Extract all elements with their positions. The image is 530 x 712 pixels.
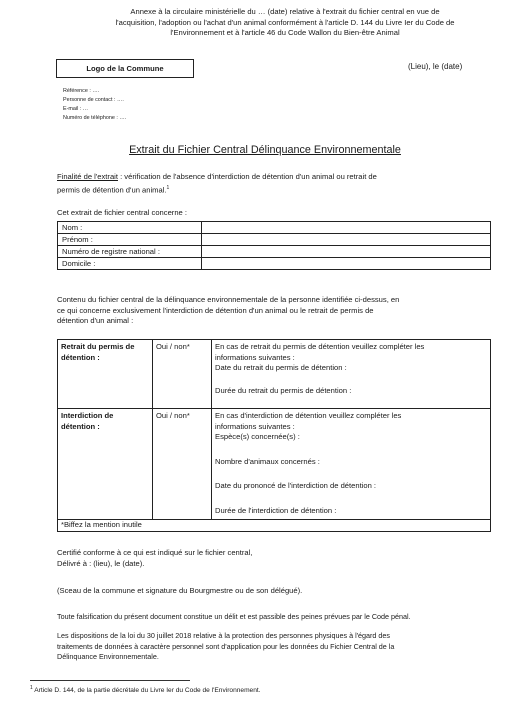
strike-note: *Biffez la mention inutile — [58, 520, 491, 532]
email-line: E-mail : … — [63, 106, 89, 112]
table-row — [58, 258, 491, 270]
finalite-label: Finalité de l'extrait — [57, 172, 118, 181]
place-date: (Lieu), le (date) — [408, 62, 463, 71]
finalite-paragraph — [57, 172, 497, 196]
concerne-label: Cet extrait de fichier central concerne : — [57, 208, 187, 217]
interdiction-label — [58, 409, 153, 520]
animal-count-field[interactable]: Nombre d'animaux concernés : — [215, 456, 320, 466]
identity-value-registre[interactable] — [202, 246, 491, 258]
annex-header-line: Annexe à la circulaire ministérielle du … (date) relative à l'extrait du fichier central en vue de — [130, 7, 440, 16]
certification-line: Certifié conforme à ce qui est indiqué sur le fichier central, — [57, 548, 253, 557]
phone-line: Numéro de téléphone : …. — [63, 115, 127, 121]
delivery-line: Délivré à : (lieu), le (date). — [57, 558, 145, 568]
retrait-duration-field[interactable]: Durée du retrait du permis de détention : — [215, 385, 352, 395]
finalite-text: : vérification de l'absence d'interdiction de détention d'un animal ou retrait de — [117, 172, 377, 181]
interdiction-label-line — [61, 411, 149, 422]
interdiction-intro: informations suivantes : — [215, 421, 295, 431]
table-row — [58, 246, 491, 258]
species-field[interactable]: Espèce(s) concernée(s) : — [215, 432, 300, 441]
interdiction-intro: En cas d'interdiction de détention veuillez compléter les — [215, 411, 402, 420]
document-title: Extrait du Fichier Central Délinquance Environnementale — [129, 144, 401, 156]
identity-label-registre: Numéro de registre national : — [58, 246, 202, 258]
certification — [57, 548, 252, 569]
retrait-intro: informations suivantes : — [215, 352, 295, 362]
annex-header — [70, 7, 500, 39]
retrait-choice[interactable]: Oui / non* — [153, 340, 212, 409]
contenu-line: Contenu du fichier central de la délinquance environnementale de la personne identifiée ci-dessus, en — [57, 295, 400, 304]
contenu-line: ce qui concerne exclusivement l'interdiction de détention d'un animal ou le retrait de permis de — [57, 305, 374, 315]
falsification-warning: Toute falsification du présent document constitue un délit et est passible des peines prévues par le Code pénal. — [57, 612, 411, 621]
interdiction-details — [212, 409, 491, 520]
identity-value-prenom[interactable] — [202, 234, 491, 246]
contenu-line: détention d'un animal : — [57, 316, 134, 325]
footnote-number: 1 — [30, 685, 33, 691]
contenu-paragraph — [57, 295, 497, 327]
seal-signature-note: (Sceau de la commune et signature du Bourgmestre ou de son délégué). — [57, 586, 303, 595]
interdiction-label-line: détention : — [61, 421, 100, 431]
table-row — [58, 234, 491, 246]
retrait-label — [58, 340, 153, 409]
content-table — [57, 339, 491, 532]
table-row — [58, 340, 491, 409]
pronouncement-date-field[interactable]: Date du prononcé de l'interdiction de détention : — [215, 481, 377, 490]
identity-label-domicile: Domicile : — [58, 258, 202, 270]
footnote — [30, 685, 261, 694]
footnote-separator — [30, 680, 190, 681]
retrait-intro: En cas de retrait du permis de détention veuillez compléter les — [215, 342, 425, 351]
commune-logo-box: Logo de la Commune — [56, 59, 194, 78]
reference-line: Référence : …. — [63, 88, 100, 94]
dispositions-line: Les dispositions de la loi du 30 juillet 2018 relative à la protection des personnes physiques à l'égard des — [57, 631, 391, 640]
table-row — [58, 520, 491, 532]
contact-person-line: Personne de contact : …. — [63, 97, 124, 103]
interdiction-duration-field[interactable]: Durée de l'interdiction de détention : — [215, 505, 337, 515]
identity-label-nom: Nom : — [58, 222, 202, 234]
retrait-label-line: détention : — [61, 352, 100, 362]
finalite-text-2: permis de détention d'un animal. — [57, 185, 167, 195]
identity-table — [57, 221, 491, 270]
retrait-date-field[interactable]: Date du retrait du permis de détention : — [215, 363, 347, 372]
dispositions-line: Délinquance Environnementale. — [57, 652, 159, 661]
identity-value-nom[interactable] — [202, 222, 491, 234]
annex-header-line: l'acquisition, l'adoption ou l'achat d'un animal conformément à l'article D. 144 du Livre Ier du Code de — [115, 17, 455, 27]
retrait-label-line: Retrait du permis de — [61, 342, 135, 351]
dispositions-line: traitements de données à caractère personnel sont d'application pour les données du Fichier Central de la — [57, 641, 395, 651]
footnote-text: Article D. 144, de la partie décrétale du Livre Ier du Code de l'Environnement. — [32, 687, 261, 695]
annex-header-line: l'Environnement et à l'article 46 du Code Wallon du Bien-être Animal — [170, 28, 400, 37]
identity-label-prenom: Prénom : — [58, 234, 202, 246]
interdiction-label-text: Interdiction de — [61, 411, 114, 420]
footnote-ref: 1 — [166, 184, 170, 191]
table-row — [58, 222, 491, 234]
table-row — [58, 409, 491, 520]
retrait-details — [212, 340, 491, 409]
identity-value-domicile[interactable] — [202, 258, 491, 270]
interdiction-choice[interactable]: Oui / non* — [153, 409, 212, 520]
privacy-dispositions — [57, 631, 497, 663]
